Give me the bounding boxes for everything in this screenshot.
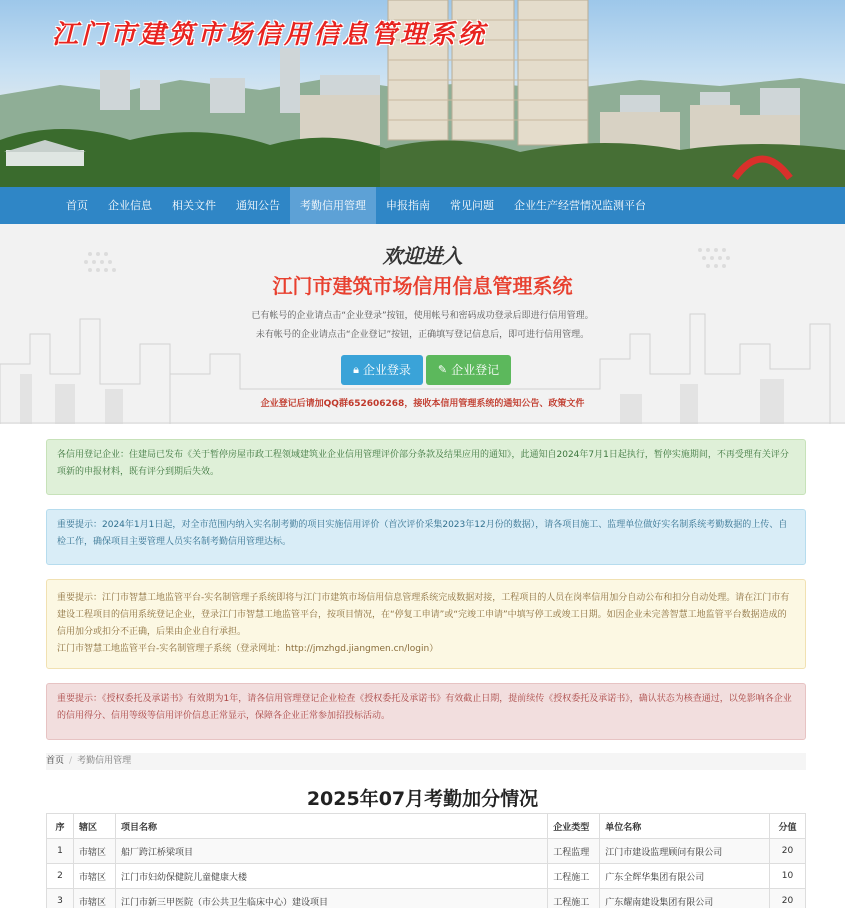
breadcrumb-separator: / (69, 756, 73, 766)
breadcrumb-current: 考勤信用管理 (77, 756, 132, 766)
cell-project-name: 江门市新三甲医院（市公共卫生临床中心）建设项目 (115, 889, 547, 908)
welcome-hero (0, 224, 845, 424)
column-header-project-name: 项目名称 (115, 814, 547, 839)
cell-unit-name: 广东耀南建设集团有限公司 (600, 889, 770, 908)
alert-smart-site-text: 重要提示：江门市智慧工地监管平台-实名制管理子系统即将与江门市建筑市场信用信息管理系统完成数据对接，工程项目的人员在岗率信用加分自动公布和扣分自动处理。请在江门市有建设工程项目的信用系统登记企业，登录江门市智慧工地监管平台，按项目情况，在“停复工申请”或“完竣工申请”中填写停工或竣工日期。如因企业未完善智慧工地监管平台数据造成的信用加分或扣分不正确，后果由企业自行承担。 (57, 593, 790, 637)
cell-project-name: 船厂跨江桥梁项目 (115, 839, 547, 864)
system-name-heading: 江门市建筑市场信用信息管理系统 (272, 274, 573, 298)
cell-index: 2 (47, 864, 74, 889)
attendance-bonus-table (46, 813, 806, 908)
enterprise-login-label: 企业登录 (362, 363, 411, 377)
enterprise-register-button[interactable] (426, 355, 511, 385)
cell-district: 市辖区 (73, 839, 115, 864)
table-row (47, 839, 806, 864)
breadcrumb (46, 753, 806, 770)
table-row (47, 864, 806, 889)
alert-smart-site-platform (46, 579, 806, 669)
column-header-index: 序 (47, 814, 74, 839)
nav-item-notices[interactable]: 通知公告 (236, 199, 280, 212)
column-header-score: 分值 (769, 814, 805, 839)
cell-enterprise-type: 工程施工 (548, 889, 600, 908)
nav-item-enterprise-info[interactable]: 企业信息 (108, 199, 152, 212)
alert-credit-suspension: 各信用登记企业：住建局已发布《关于暂停房屋市政工程领域建筑业企业信用管理评价部分条款及结果应用的通知》，此通知自2024年7月1日起执行，暂停实施期间，不再受理有关评分项新的申报材料，既有评分到期后失效。 (46, 439, 806, 495)
table-row (47, 889, 806, 908)
cell-score: 10 (769, 864, 805, 889)
enterprise-register-label: 企业登记 (451, 363, 500, 377)
page-title: 2025年07月考勤加分情况 (306, 788, 539, 810)
qq-group-note: 企业登记后请加QQ群652606268，接收本信用管理系统的通知公告、政策文件 (260, 399, 585, 409)
main-nav (0, 187, 845, 224)
cell-unit-name: 广东全辉华集团有限公司 (600, 864, 770, 889)
cell-unit-name: 江门市建设监理顾问有限公司 (600, 839, 770, 864)
cell-score: 20 (769, 839, 805, 864)
register-instruction: 未有帐号的企业请点击“企业登记”按钮，正确填写登记信息后，即可进行信用管理。 (255, 330, 590, 340)
cell-district: 市辖区 (73, 864, 115, 889)
nav-item-attendance-credit[interactable]: 考勤信用管理 (290, 187, 376, 224)
table-header-row (47, 814, 806, 839)
alert-attendance-evaluation: 重要提示：2024年1月1日起，对全市范围内纳入实名制考勤的项目实施信用评价（首次评价采集2023年12月份的数据），请各项目施工、监理单位做好实名制系统考勤数据的上传、自检工作，确保项目主要管理人员实名制考勤信用管理达标。 (46, 509, 806, 565)
cell-enterprise-type: 工程监理 (548, 839, 600, 864)
cell-enterprise-type: 工程施工 (548, 864, 600, 889)
edit-icon: ✎ (437, 363, 448, 376)
enterprise-login-button[interactable] (341, 355, 423, 385)
nav-item-faq[interactable]: 常见问题 (450, 199, 494, 212)
banner-title: 江门市建筑市场信用信息管理系统 (52, 20, 488, 50)
cell-score: 20 (769, 889, 805, 908)
smart-site-platform-link[interactable]: 江门市智慧工地监管平台-实名制管理子系统（登录网址：http://jmzhgd.jiangmen.cn/login） (57, 644, 439, 654)
nav-item-monitoring-platform[interactable]: 企业生产经营情况监测平台 (514, 199, 646, 212)
column-header-enterprise-type: 企业类型 (548, 814, 600, 839)
cell-index: 3 (47, 889, 74, 908)
login-instruction: 已有帐号的企业请点击“企业登录”按钮，使用帐号和密码成功登录后即进行信用管理。 (251, 311, 594, 321)
nav-item-related-documents[interactable]: 相关文件 (172, 199, 216, 212)
nav-item-home[interactable]: 首页 (66, 199, 88, 212)
nav-item-application-guide[interactable]: 申报指南 (386, 199, 430, 212)
column-header-district: 辖区 (73, 814, 115, 839)
cell-district: 市辖区 (73, 889, 115, 908)
cell-index: 1 (47, 839, 74, 864)
column-header-unit-name: 单位名称 (600, 814, 770, 839)
cell-project-name: 江门市妇幼保健院儿童健康大楼 (115, 864, 547, 889)
breadcrumb-home-link[interactable]: 首页 (46, 756, 65, 766)
header-banner (0, 0, 845, 187)
welcome-heading: 欢迎进入 (382, 244, 463, 268)
alert-authorization-letter: 重要提示：《授权委托及承诺书》有效期为1年，请各信用管理登记企业检查《授权委托及承诺书》有效截止日期，提前续传《授权委托及承诺书》，确认状态为核查通过，以免影响各企业的信用得分、信用等级等信用评价信息正常显示，保障各企业正常参加招投标活动。 (46, 683, 806, 740)
lock-icon: 🔒︎ (353, 363, 359, 376)
